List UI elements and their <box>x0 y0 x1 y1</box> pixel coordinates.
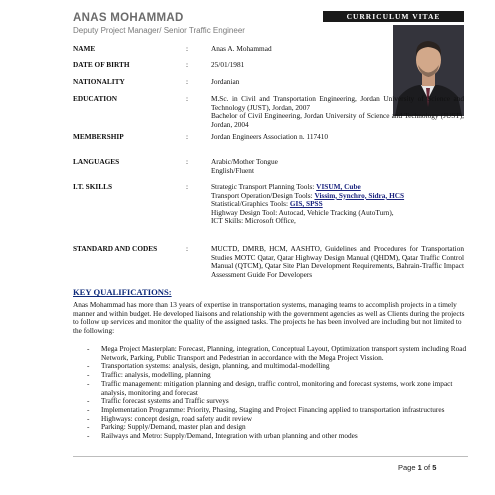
field-label: STANDARD AND CODES <box>73 244 158 253</box>
cv-banner: CURRICULUM VITAE <box>323 11 464 22</box>
list-item-text: Railways and Metro: Supply/Demand, Integration with urban planning and other modes <box>101 431 358 441</box>
field-colon: : <box>186 77 189 86</box>
it-skill-line: Highway Design Tool: Autocad, Vehicle Tracking (AutoTurn), <box>211 207 394 217</box>
bullet-dash: - <box>87 378 90 388</box>
field-value: Jordan Engineers Association n. 117410 <box>211 132 329 141</box>
bullet-dash: - <box>87 370 90 380</box>
page-current: 1 <box>417 463 422 472</box>
field-value: Anas A. Mohammad <box>211 44 272 53</box>
header-name: ANAS MOHAMMAD <box>73 12 184 24</box>
list-item-text: Mega Project Masterplan: Forecast, Planning, integration, Conceptual Layout, Optimization transport system including Road Network, Parking, Public Transport and Pedestrian in accordance with the Mega Project Vission. <box>101 344 467 362</box>
it-skill-tools: GIS, SPSS <box>289 199 323 209</box>
bullet-dash: - <box>87 404 90 414</box>
field-colon: : <box>186 60 189 69</box>
field-value: 25/01/1981 <box>211 60 245 69</box>
field-colon: : <box>186 182 189 191</box>
list-item <box>73 380 468 397</box>
list-item-text: Highways: concept design, road safety audit review <box>101 413 252 423</box>
education-line: Bachelor of Civil Engineering, Jordan University of Science and Technology (JUST), Jordan, 2004 <box>211 111 464 129</box>
language-line: Arabic/Mother Tongue <box>211 157 278 166</box>
bullet-dash: - <box>87 431 90 441</box>
bullet-dash: - <box>87 361 90 371</box>
field-colon: : <box>186 44 189 53</box>
page-number <box>398 463 436 472</box>
field-value <box>211 158 464 175</box>
field-label: NAME <box>73 44 96 53</box>
qualification-list <box>73 345 468 441</box>
list-item-text: Implementation Programme: Priority, Phasing, Staging and Project Financing applied to transportation infrastructures <box>101 404 445 414</box>
field-colon: : <box>186 157 189 166</box>
list-item-text: Traffic forecast systems and Traffic surveys <box>101 396 229 406</box>
field-label: I.T. SKILLS <box>73 182 113 191</box>
field-value <box>211 183 464 226</box>
it-skill-text: Transport Operation/Design Tools: <box>211 190 315 200</box>
field-label: EDUCATION <box>73 94 118 103</box>
bullet-dash: - <box>87 422 90 432</box>
bullet-dash: - <box>87 413 90 423</box>
list-item <box>73 432 468 441</box>
language-line: English/Fluent <box>211 165 254 175</box>
field-colon: : <box>186 94 189 103</box>
field-colon: : <box>186 244 189 253</box>
bullet-dash: - <box>87 344 90 353</box>
it-skill-text: Strategic Transport Planning Tools: <box>211 182 317 191</box>
field-label: MEMBERSHIP <box>73 132 124 141</box>
bullet-dash: - <box>87 396 90 406</box>
field-label: NATIONALITY <box>73 77 125 86</box>
field-value: Jordanian <box>211 77 240 86</box>
field-label: LANGUAGES <box>73 157 120 166</box>
key-qualifications-heading: KEY QUALIFICATIONS: <box>73 287 172 297</box>
list-item <box>73 345 468 362</box>
it-skill-line: ICT Skills: Microsoft Office, <box>211 216 296 226</box>
field-value: MUCTD, DMRB, HCM, AASHTO, Guidelines and Procedures for Transportation Studies MOTC Qatar, Qatar Highway Design Manual (QHDM), Qatar Traffic Control Manual (QTCM), Qatar Site Plan Development Requirements, Bahrain-Traffic Impact Assessment Guide For Developers <box>211 244 464 279</box>
page-of: of <box>423 463 431 472</box>
field-label: DATE OF BIRTH <box>73 60 130 69</box>
footer-divider <box>73 456 468 457</box>
it-skill-tools: VISUM, Cube <box>316 182 361 191</box>
field-value <box>211 95 464 129</box>
page-total: 5 <box>432 463 437 472</box>
header-job-title: Deputy Project Manager/ Senior Traffic Engineer <box>73 26 245 35</box>
list-item-text: Traffic management: mitigation planning and design, traffic control, monitoring and forecast systems, work zone impact analysis, monitoring and forecast <box>101 378 453 397</box>
it-skill-tools: Vissim, Synchro, Sidra, HCS <box>314 190 405 200</box>
education-line: M.Sc. in Civil and Transportation Engineering, Jordan University of Science and Technology (JUST), Jordan, 2007 <box>211 94 464 112</box>
key-qualifications-summary: Anas Mohammad has more than 13 years of expertise in transportation systems, managing teams to accomplish projects in a timely manner and within budget. He developed liaisons and relationship with the government agencies as well as Clients during the projects to follow up services and monitor the quality of the assigned tasks. The projects he has been involved are including but not limited to the following: <box>73 300 465 336</box>
list-item-text: Parking: Supply/Demand, master plan and design <box>101 422 246 432</box>
field-colon: : <box>186 132 189 141</box>
it-skill-text: Statistical/Graphics Tools: <box>211 199 290 209</box>
list-item-text: Transportation systems: analysis, design, planning, and multimodal-modelling <box>101 361 330 371</box>
page-word: Page <box>398 463 416 472</box>
list-item-text: Traffic: analysis, modelling, planning <box>101 370 211 380</box>
